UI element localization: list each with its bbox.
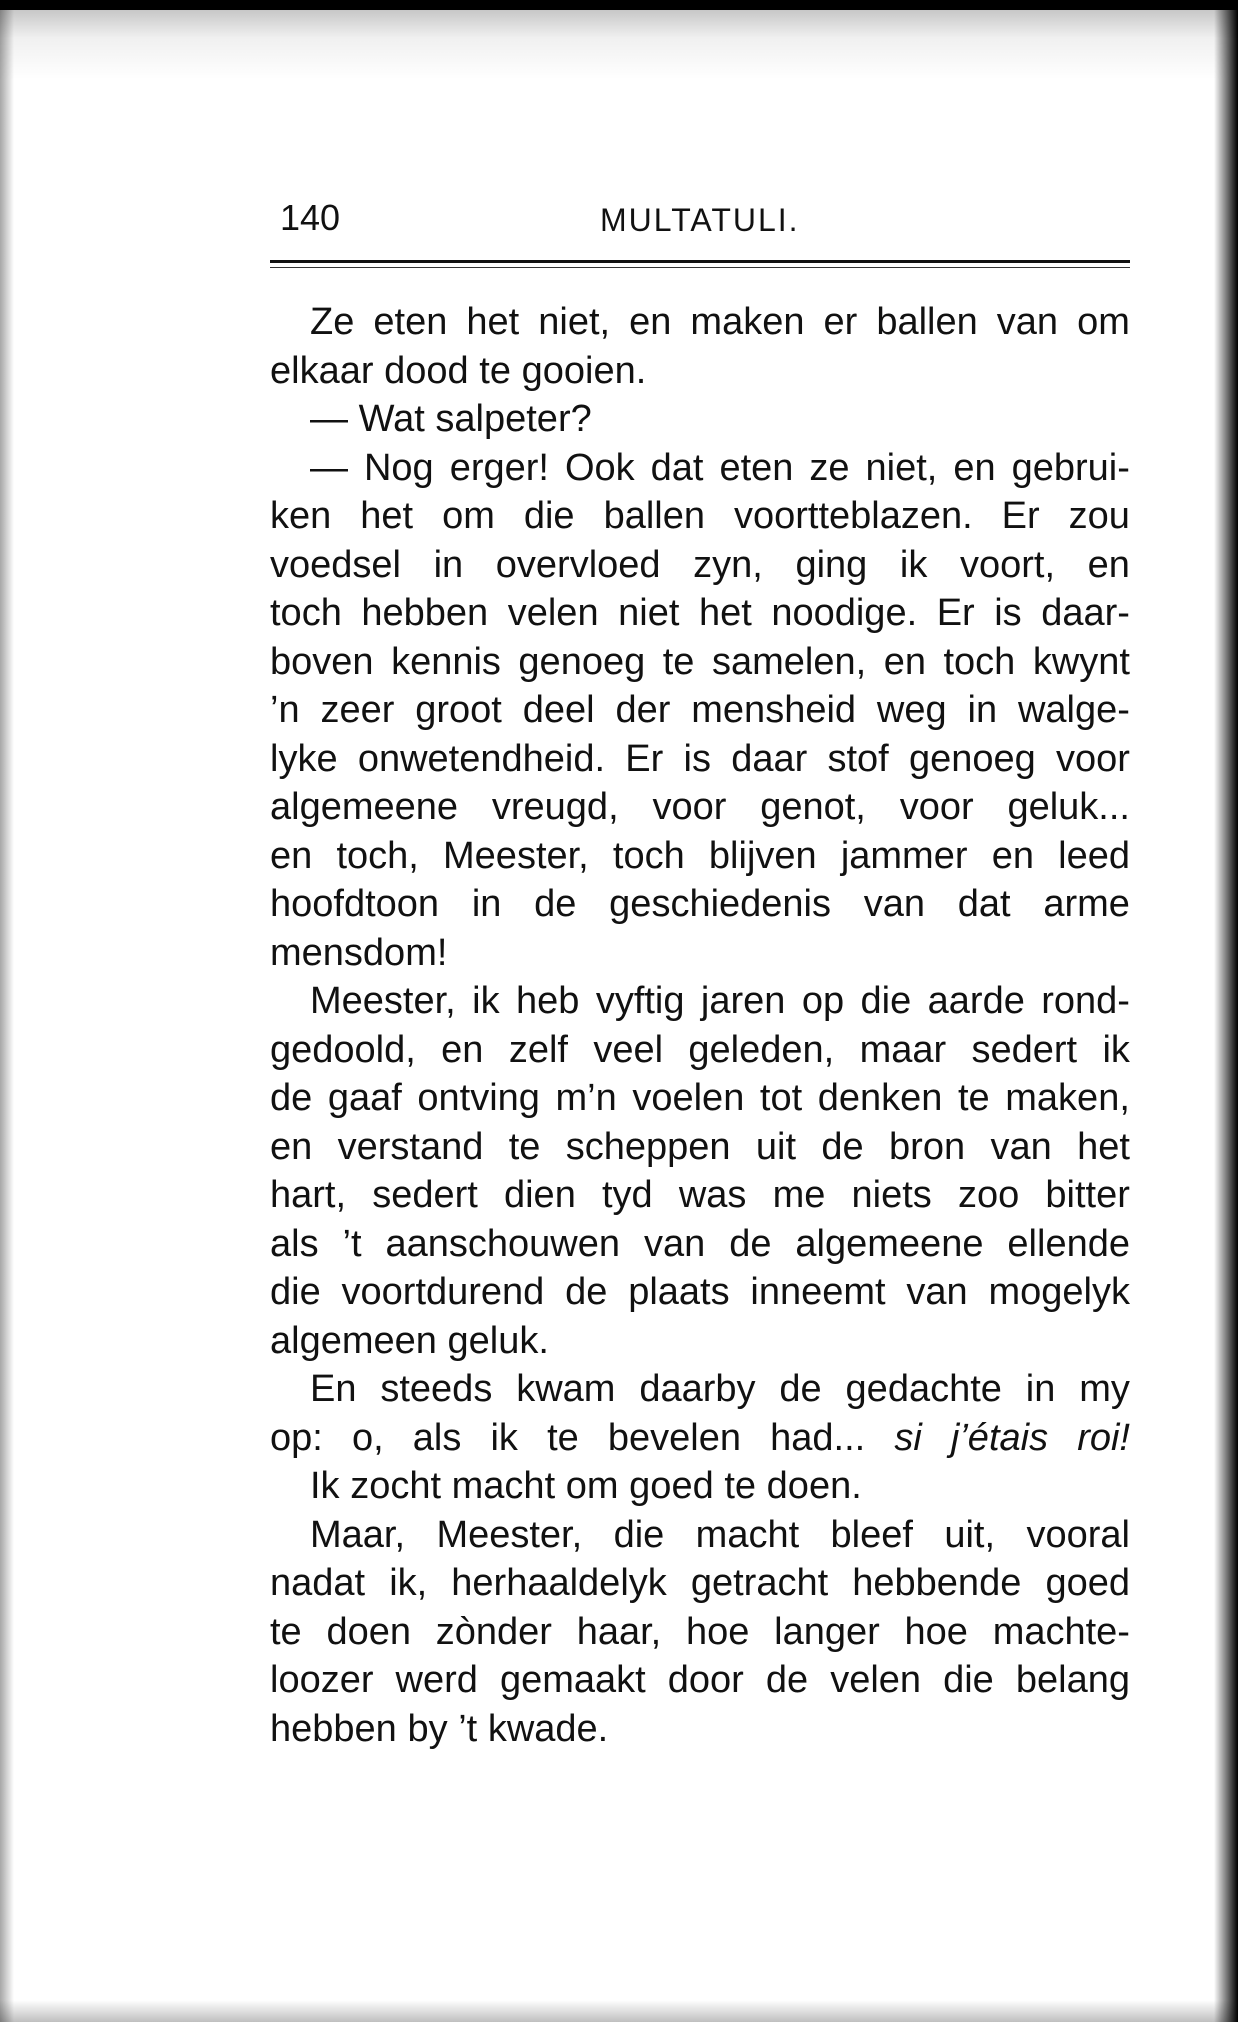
word: loozer [270,1659,374,1701]
word: bron [889,1125,966,1168]
word: toch [943,640,1016,683]
word: weg [876,689,947,731]
word: o, [351,1416,384,1459]
word: bevelen [607,1416,742,1459]
word: vooral [1026,1513,1130,1556]
word: ballen [876,301,978,343]
word: van [996,301,1059,343]
word: Wat [358,398,425,440]
word: ik [1102,1028,1130,1071]
word: Ze [310,301,355,343]
word: kennis [391,640,501,683]
word: genot, [760,786,866,828]
word: voortteblazen. [733,495,973,537]
header-rule-thin [270,267,1130,268]
word: walge- [1017,689,1130,731]
word: Meester, [443,834,589,877]
word: hebben [361,592,489,634]
word: Meester, [310,980,456,1022]
word: onwetendheid. [357,737,606,780]
word: gemaakt [499,1659,646,1701]
word: sedert [372,1174,478,1216]
word: door [667,1659,744,1701]
word: die [270,1271,321,1313]
word: de [765,1659,809,1701]
word: Ik [310,1465,340,1507]
word: van [643,1222,706,1265]
word: en [953,446,996,489]
text-line [270,1511,1130,1560]
word: ik [490,1416,518,1459]
word: en [270,834,313,877]
word: geluk... [1007,786,1130,828]
word: voelen [632,1077,745,1119]
word: ontving [417,1077,540,1119]
word: en [1087,543,1130,586]
word: nadat [270,1562,366,1604]
word: voor [652,786,727,828]
word: in [471,883,502,925]
word: werd [395,1659,478,1701]
text-line [270,1462,1130,1511]
word: om [565,1465,619,1507]
word: het [698,592,752,634]
word: si [894,1416,922,1459]
scan-right-edge [1214,0,1238,2022]
word: in [433,543,464,586]
scan-left-edge [0,0,14,2022]
word: haar, [576,1610,662,1653]
text-line [270,1026,1130,1075]
word: ellende [1007,1222,1130,1265]
word: voort, [959,543,1056,586]
word: m’n [555,1077,617,1119]
word: het [1077,1125,1130,1168]
text-line [270,1123,1130,1172]
word: doen. [766,1465,862,1507]
word: gebrui- [1011,446,1130,489]
word: de [565,1271,608,1313]
word: maken [690,301,805,343]
text-line [270,1220,1130,1269]
word: daar- [1041,592,1130,634]
word: genoeg [518,640,646,683]
word: stof [827,737,889,780]
word: en [883,640,926,683]
word: algemeene [795,1222,984,1265]
word: die [943,1659,994,1701]
word: maar [859,1028,947,1071]
text-line [270,1414,1130,1463]
text-line [270,832,1130,881]
word: niet, [865,446,938,489]
word: algemeen [270,1319,437,1362]
word: te [547,1416,579,1459]
word: bitter [1045,1174,1130,1216]
word: machte- [992,1610,1130,1653]
word: aarde [927,980,1025,1022]
word: het [466,301,520,343]
word: was [678,1174,747,1216]
word: kwade. [487,1707,609,1750]
text-line [270,1559,1130,1608]
word: macht [695,1513,800,1556]
text-line [270,783,1130,832]
text-line [270,298,1130,347]
word: toch [612,834,685,877]
word: die [860,980,912,1022]
header-rule [270,260,1130,263]
word: plaats [628,1271,730,1313]
word: de [779,1368,822,1410]
word: Er [936,592,975,634]
word: elkaar [270,349,374,392]
word: zònder [435,1610,552,1653]
word: te [270,1610,302,1653]
text-line [270,589,1130,638]
word: my [1079,1368,1130,1410]
word: herhaaldelyk [451,1562,667,1604]
word: ’n [270,689,300,731]
text-line [270,1705,1130,1754]
word: salpeter? [435,398,592,440]
text-line [270,1268,1130,1317]
word: samelen, [711,640,867,683]
word: inneemt [750,1271,886,1313]
word: gedachte [845,1368,1002,1410]
word: ik, [389,1562,428,1604]
word: van [863,883,926,925]
text-line [270,1317,1130,1366]
word: goed [629,1465,714,1507]
word: niets [851,1174,932,1216]
word: ging [795,543,868,586]
word: vreugd, [491,786,619,828]
word: te [479,349,511,392]
word: en [991,834,1034,877]
word: gooien. [521,349,647,392]
word: geleden, [688,1028,835,1071]
word: geschiedenis [609,883,831,925]
word: ballen [603,495,705,537]
word: zyn, [693,543,763,586]
word: velen [507,592,599,634]
word: steeds [380,1368,493,1410]
word: maken, [1005,1077,1130,1119]
word: algemeene [270,786,459,828]
word: zoo [957,1174,1020,1216]
text-line [270,735,1130,784]
word: roi! [1077,1416,1130,1459]
text-line [270,686,1130,735]
word: Er [1001,495,1040,537]
scan-top-shadow [0,10,1238,80]
word: geluk. [447,1319,549,1362]
word: toch [270,592,342,634]
word: bleef [830,1513,913,1556]
text-line [270,347,1130,396]
page-number: 140 [280,197,341,238]
word: van [990,1125,1052,1168]
word: hart, [270,1174,347,1216]
word: by [407,1707,448,1750]
word: denken [817,1077,943,1119]
word: rond- [1041,980,1130,1022]
word: te [662,640,695,683]
word: Maar, [310,1513,406,1556]
text-line [270,1171,1130,1220]
word: boven [270,640,374,683]
word: gaaf [327,1077,402,1119]
word: overvloed [495,543,661,586]
word: — [310,398,348,440]
word: om [442,495,495,537]
word: de [729,1222,772,1265]
text-line [270,638,1130,687]
word: genoeg [908,737,1036,780]
word: hoofdtoon [270,883,440,925]
word: zelf [508,1028,568,1071]
text-line [270,541,1130,590]
word: dood [384,349,469,392]
word: het [360,495,414,537]
word: om [1077,301,1130,343]
word: getracht [690,1562,829,1604]
text-line [270,395,1130,444]
word: die [613,1513,665,1556]
text-line [270,444,1130,493]
word: dien [503,1174,576,1216]
word: En [310,1368,357,1410]
word: hoe [904,1610,968,1653]
word: noodige. [771,592,918,634]
word: mensdom! [270,931,448,974]
word: had... [770,1416,866,1459]
word: gedoold, [270,1028,416,1071]
word: eten [719,446,794,489]
word: goed [1045,1562,1130,1604]
word: mogelyk [988,1271,1130,1313]
word: de [534,883,577,925]
word: hebbende [852,1562,1022,1604]
scan-top-edge [0,0,1238,10]
word: op: [270,1416,323,1459]
word: er [823,301,858,343]
word: te [957,1077,990,1119]
running-head: MULTATULI. [600,202,800,238]
word: daar [731,737,808,780]
word: der [615,689,671,731]
word: in [967,689,998,731]
word: velen [830,1659,922,1701]
word: zocht [350,1465,442,1507]
word: voor [1056,737,1130,780]
word: tot [759,1077,803,1119]
word: blijven [708,834,817,877]
word: verstand [337,1125,484,1168]
word: jaren [700,980,786,1022]
word: zeer [320,689,395,731]
word: jammer [840,834,968,877]
word: uit [755,1125,797,1168]
word: voortdurend [341,1271,545,1313]
word: aanschouwen [385,1222,620,1265]
word: hoe [685,1610,750,1653]
scan-bottom-edge [0,2000,1238,2022]
word: en [441,1028,484,1071]
text-line [270,1656,1130,1705]
word: als [412,1416,462,1459]
text-line [270,1608,1130,1657]
word: ik [899,543,928,586]
word: hebben [270,1707,397,1750]
word: deel [522,689,595,731]
word: en [270,1125,313,1168]
word: j’étais [950,1416,1049,1459]
word: kwam [516,1368,616,1410]
word: van [906,1271,968,1313]
word: niet, [538,301,611,343]
word: erger! [449,446,549,489]
word: belang [1015,1659,1130,1701]
word: langer [774,1610,880,1653]
word: die [523,495,575,537]
word: in [1025,1368,1056,1410]
word: dat [650,446,704,489]
word: sedert [971,1028,1078,1071]
word: arme [1043,883,1130,925]
word: kwynt [1032,640,1130,683]
text-line [270,1365,1130,1414]
text-line [270,492,1130,541]
word: veel [593,1028,664,1071]
text-line [270,1074,1130,1123]
word: ’t [342,1222,362,1265]
word: dat [957,883,1011,925]
word: Meester, [436,1513,583,1556]
word: voedsel [270,543,401,586]
word: eten [373,301,448,343]
word: zou [1068,495,1130,537]
word: te [724,1465,757,1507]
word: is [994,592,1022,634]
word: niet [618,592,680,634]
word: heb [516,980,580,1022]
word: en [629,301,672,343]
word: Nog [363,446,434,489]
word: doen [326,1610,411,1653]
word: op [801,980,845,1022]
word: tyd [601,1174,653,1216]
word: macht [451,1465,556,1507]
word: voor [899,786,974,828]
word: lyke [270,737,338,780]
word: leed [1058,834,1130,877]
word: te [508,1125,541,1168]
word: ik [472,980,500,1022]
word: ’t [458,1707,478,1750]
word: me [772,1174,826,1216]
body-text [270,298,1130,1753]
text-line [270,929,1130,978]
text-line [270,977,1130,1026]
word: is [683,737,711,780]
word: de [821,1125,864,1168]
word: Er [625,737,664,780]
word: uit, [944,1513,996,1556]
word: als [270,1222,319,1265]
word: scheppen [565,1125,731,1168]
word: groot [415,689,502,731]
word: — [310,446,348,489]
word: mensheid [691,689,857,731]
word: vyftig [595,980,685,1022]
word: Ook [564,446,635,489]
word: de [270,1077,313,1119]
text-line [270,880,1130,929]
word: ken [270,495,332,537]
word: daarby [639,1368,756,1410]
word: ze [809,446,850,489]
word: toch, [336,834,419,877]
